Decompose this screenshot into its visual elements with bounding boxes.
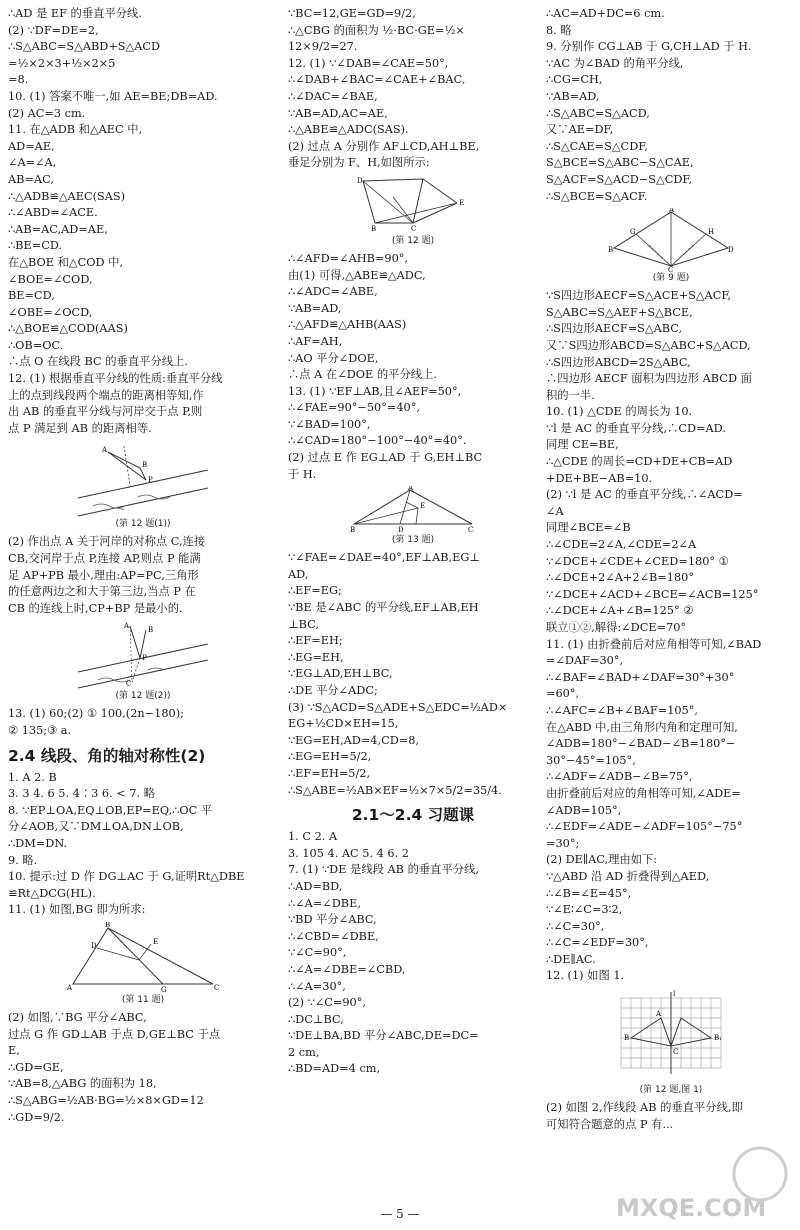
- answer-line: 12. (1) ∵∠DAB=∠CAE=50°,: [288, 56, 449, 70]
- answer-line: ∴GD=GE,: [8, 1060, 64, 1074]
- figure-12-2: [8, 620, 278, 703]
- answer-line: ∴BE=CD.: [8, 239, 63, 253]
- svg-text:B: B: [371, 224, 377, 233]
- right-mid-block: [546, 288, 796, 985]
- answer-line: ∴CG=CH,: [546, 73, 603, 87]
- answer-line: ∴S△ABC=S△ACD,: [546, 106, 650, 120]
- answer-line: ∵BE 是∠ABC 的平分线,EF⊥AB,EH: [288, 601, 479, 615]
- svg-text:A: A: [669, 208, 675, 215]
- left-section-block: [8, 770, 278, 919]
- answer-line: (2) 如图,∵BG 平分∠ABC,: [8, 1010, 147, 1024]
- right-top-block: [546, 6, 796, 205]
- answer-line: ≌Rt△DCG(HL).: [8, 886, 96, 900]
- answer-line: AB=AC,: [8, 172, 54, 186]
- answer-line: ∴AC=AD+DC=6 cm.: [546, 7, 665, 20]
- answer-line: ∴点 O 在线段 BC 的垂直平分线上.: [8, 355, 188, 369]
- answer-line: ∴△BOE≌△COD(AAS): [8, 322, 128, 336]
- answer-line: S△ABC=S△AEF+S△BCE,: [546, 305, 693, 319]
- answer-line: ∴BD=AD=4 cm,: [288, 1062, 381, 1076]
- answer-line: ∴∠A=30°,: [288, 979, 346, 993]
- figure-caption: (第 9 题): [652, 273, 690, 284]
- svg-text:G: G: [630, 228, 636, 237]
- answer-line: ∴S四边形AECF=S△ABC,: [546, 322, 683, 336]
- figure-caption: (第 11 题): [121, 994, 165, 1005]
- answer-line: 分∠AOB,又∵DM⊥OA,DN⊥OB,: [8, 820, 184, 834]
- answer-line: ∴∠AFC=∠B+∠BAF=105°,: [546, 703, 699, 717]
- answer-line: ∴EG=EH=5/2,: [288, 750, 372, 764]
- answer-line: 11. 在△ADB 和△AEC 中,: [8, 123, 143, 137]
- answer-line: ∴∠A=∠DBE,: [288, 896, 361, 910]
- answer-line: ∴∠FAE=90°−50°=40°,: [288, 401, 420, 415]
- answer-line: 13. (1) 60;(2) ① 100,(2n−180);: [8, 707, 184, 721]
- answer-line: 10. (1) △CDE 的周长为 10.: [546, 405, 693, 419]
- svg-text:D: D: [357, 176, 363, 185]
- answer-line: ∵AB=AD,AC=AE,: [288, 106, 388, 120]
- figure-caption: (第 12 题): [391, 235, 435, 246]
- left-top-block: [8, 6, 278, 437]
- mid-mid-block: [288, 251, 538, 483]
- answer-line: ∴S△CAE=S△CDF,: [546, 139, 648, 153]
- svg-text:B: B: [350, 526, 356, 535]
- answer-line: ∴DE∥AC.: [546, 952, 596, 966]
- figure-r12: [546, 988, 796, 1097]
- answer-line: ∠BOE=∠COD,: [8, 272, 93, 286]
- answer-line: ∴四边形 AECF 面积为四边形 ABCD 面: [546, 372, 752, 386]
- mid-top-block: [288, 6, 538, 172]
- answer-line: ∴AO 平分∠DOE,: [288, 351, 379, 365]
- svg-text:D: D: [728, 246, 734, 255]
- answer-line: (2) ∵l 是 AC 的垂直平分线,∴∠ACD=: [546, 488, 743, 502]
- answer-line: ∴AB=AC,AD=AE,: [8, 222, 108, 236]
- answer-line: 2 cm,: [288, 1045, 320, 1059]
- answer-line: ∴∠CAD=180°−100°−40°=40°.: [288, 434, 467, 448]
- svg-text:C: C: [214, 983, 220, 992]
- answer-line: (2) 过点 E 作 EG⊥AD 于 G,EH⊥BC: [288, 451, 483, 465]
- answer-line: ∴△CDE 的周长=CD+DE+CB=AD: [546, 455, 733, 469]
- answer-line: (2) AC=3 cm.: [8, 106, 86, 120]
- left-after-block: [8, 706, 278, 739]
- answer-line: 13. (1) ∵EF⊥AB,且∠AEF=50°,: [288, 384, 462, 398]
- river-diagram-2: [68, 620, 218, 690]
- answer-line: AD,: [288, 567, 309, 581]
- answer-line: 1. C 2. A: [288, 830, 338, 844]
- svg-text:D: D: [91, 941, 97, 950]
- answer-line: (2) 作出点 A 关于河岸的对称点 C,连接: [8, 535, 206, 549]
- answer-line: ∵BD 平分∠ABC,: [288, 913, 377, 927]
- answer-line: 联立①②,解得:∠DCE=70°: [546, 621, 687, 634]
- answer-line: ∠A: [546, 504, 564, 518]
- answer-line: ∵AC 为∠BAD 的角平分线,: [546, 56, 684, 70]
- answer-line: 足 AP+PB 最小,理由:AP=PC,三角形: [8, 568, 199, 582]
- svg-text:C: C: [468, 526, 474, 535]
- answer-line: 9. 分别作 CG⊥AB 于 G,CH⊥AD 于 H.: [546, 40, 752, 54]
- answer-line: ∴S四边形ABCD=2S△ABC,: [546, 355, 691, 369]
- svg-text:B₁: B₁: [714, 1034, 722, 1043]
- river-diagram-1: [68, 440, 218, 518]
- answer-line: ∴∠DCE+2∠A+2∠B=180°: [546, 571, 694, 585]
- answer-line: ∴∠EDF=∠ADE−∠ADF=105°−75°: [546, 820, 743, 834]
- answer-line: ∠ADB=180°−∠BAD−∠B=180°−: [546, 737, 736, 751]
- answer-line: ∵BC=12,GE=GD=9/2,: [288, 7, 416, 20]
- svg-text:C: C: [673, 1048, 679, 1057]
- svg-text:B: B: [105, 921, 111, 929]
- answer-line: ∴AF=AH,: [288, 334, 343, 348]
- answer-line: 3. 105 4. AC 5. 4 6. 2: [288, 846, 409, 860]
- answer-line: ∴∠ADF=∠ADB−∠B=75°,: [546, 770, 693, 784]
- svg-text:A: A: [102, 446, 108, 455]
- watermark-text: MXQE.COM: [616, 1194, 767, 1222]
- answer-line: ∴EG=EH,: [288, 650, 344, 664]
- answer-line: (2) ∵DF=DE=2,: [8, 23, 99, 37]
- answer-line: ∴∠B=∠E=45°,: [546, 886, 632, 900]
- answer-line: 可知符合题意的点 P 有...: [546, 1117, 674, 1131]
- svg-text:A: A: [408, 486, 414, 493]
- answer-line: BE=CD,: [8, 289, 55, 303]
- answer-line: ∵∠DCE+∠CDE+∠CED=180° ①: [546, 554, 729, 568]
- answer-line: ∴∠ADC=∠ABE,: [288, 285, 378, 299]
- answer-line: ∴点 A 在∠DOE 的平分线上.: [288, 368, 437, 382]
- answer-line: E,: [8, 1044, 20, 1058]
- answer-line: ∵∠C=90°,: [288, 946, 347, 960]
- figure-caption: (第 13 题): [391, 535, 435, 546]
- kite-diagram-9: [606, 208, 736, 272]
- figure-r9: [546, 208, 796, 285]
- answer-line: 由折叠前后对应的角相等可知,∠ADE=: [546, 786, 741, 800]
- answer-line: 由(1) 可得,△ABE≌△ADC,: [288, 268, 426, 282]
- answer-line: ∠ADB=105°,: [546, 803, 622, 817]
- answer-line: ∴∠ABD=∠ACE.: [8, 206, 98, 220]
- answer-line: ∴AD=BD,: [288, 879, 343, 893]
- grid-diagram-12: [616, 988, 726, 1084]
- right-bottom-block: [546, 1100, 796, 1133]
- answer-line: ∵EG=EH,AD=4,CD=8,: [288, 733, 420, 747]
- answer-line: AD=AE,: [8, 139, 55, 153]
- answer-line: 3. 3 4. 6 5. 4∶3 6. < 7. 略: [8, 787, 156, 801]
- answer-line: 8. 略: [546, 23, 572, 37]
- answer-line: ∴∠DCE+∠A+∠B=125° ②: [546, 604, 694, 618]
- answer-line: ∵∠BAD=100°,: [288, 417, 371, 431]
- answer-line: ∴△ABE≌△ADC(SAS).: [288, 123, 409, 137]
- answer-line: ∴DC⊥BC,: [288, 1012, 344, 1026]
- answer-line: ∴∠DAB+∠BAC=∠CAE+∠BAC,: [288, 73, 466, 87]
- answer-line: +DE+BE−AB=10.: [546, 471, 653, 485]
- answer-line: (2) DE∥AC,理由如下:: [546, 853, 658, 867]
- answer-line: 9. 略.: [8, 853, 38, 867]
- answer-line: ∴∠CBD=∠DBE,: [288, 929, 379, 943]
- svg-text:C: C: [126, 680, 132, 689]
- left-column: [8, 6, 278, 1126]
- svg-text:B: B: [608, 246, 614, 255]
- answer-line: ∵l 是 AC 的垂直平分线,∴CD=AD.: [546, 421, 726, 435]
- answer-line: ∴△AFD≌△AHB(AAS): [288, 318, 407, 332]
- svg-text:P: P: [142, 654, 147, 663]
- svg-text:E: E: [459, 198, 465, 207]
- answer-line: 同理∠BCE=∠B: [546, 521, 631, 535]
- triangle-diagram-11: [63, 922, 223, 994]
- svg-text:A: A: [124, 622, 130, 631]
- answer-line: 的任意两边之和大于第三边,当点 P 在: [8, 585, 196, 599]
- answer-line: 在△ABD 中,由三角形内角和定理可知,: [546, 720, 738, 734]
- answer-line: ∴∠CDE=2∠A,∠CDE=2∠A: [546, 538, 697, 552]
- figure-12-1: [8, 440, 278, 531]
- svg-text:P: P: [148, 476, 153, 485]
- answer-line: 在△BOE 和△COD 中,: [8, 255, 124, 269]
- left-bottom-block: [8, 1010, 278, 1126]
- svg-text:G: G: [161, 985, 167, 994]
- figure-m12: [288, 175, 538, 248]
- middle-column: [288, 6, 538, 1078]
- answer-line: (2) ∵∠C=90°,: [288, 996, 366, 1010]
- answer-line: ∴∠AFD=∠AHB=90°,: [288, 251, 409, 265]
- page-number: — 5 —: [380, 1207, 420, 1221]
- triangle-diagram-13: [348, 486, 478, 534]
- answer-line: S△BCE=S△ABC−S△CAE,: [546, 156, 694, 170]
- mid-lower-block: [288, 550, 538, 799]
- answer-line: 10. (1) 答案不唯一,如 AE=BE;DB=AD.: [8, 89, 218, 103]
- answer-line: ② 135;③ a.: [8, 724, 72, 737]
- answer-line: S△ACF=S△ACD−S△CDF,: [546, 172, 693, 186]
- answer-line: ∴EF=EH=5/2,: [288, 766, 371, 780]
- answer-line: ∴∠C=∠EDF=30°,: [546, 936, 649, 950]
- quadrilateral-diagram-12: [353, 175, 473, 235]
- watermark-logo: [610, 1140, 796, 1224]
- svg-text:B: B: [142, 461, 148, 470]
- answer-line: ∴∠BAF=∠BAD+∠DAF=30°+30°: [546, 670, 735, 684]
- svg-text:B: B: [624, 1034, 630, 1043]
- answer-line: 10. 提示:过 D 作 DG⊥AC 于 G,证明Rt△DBE: [8, 870, 245, 884]
- answer-line: 11. (1) 如图,BG 即为所求:: [8, 903, 146, 917]
- answer-line: ∴△ADB≌△AEC(SAS): [8, 189, 126, 203]
- answer-line: ∴AD 是 EF 的垂直平分线.: [8, 7, 142, 20]
- answer-line: ∵AB=AD,: [546, 89, 600, 103]
- answer-line: ∠OBE=∠OCD,: [8, 305, 93, 319]
- figure-m13: [288, 486, 538, 547]
- answer-line: ∵△ABD 沿 AD 折叠得到△AED,: [546, 869, 710, 883]
- answer-line: (2) 如图 2,作线段 AB 的垂直平分线,即: [546, 1101, 743, 1115]
- answer-line: ⊥BC,: [288, 617, 319, 631]
- answer-line: ∵AB=AD,: [288, 301, 342, 315]
- answer-line: ∴S△ABE=½AB×EF=½×7×5/2=35/4.: [288, 783, 502, 797]
- answer-line: ∴EF=EG;: [288, 584, 342, 598]
- figure-caption: (第 12 题(1)): [115, 519, 171, 530]
- section-title: 2.4 线段、角的轴对称性(2): [8, 746, 206, 765]
- answer-line: ∴∠C=30°,: [546, 919, 605, 933]
- answer-line: ∠A=∠A,: [8, 156, 57, 170]
- svg-text:A: A: [67, 983, 73, 992]
- answer-line: ∴DM=DN.: [8, 836, 68, 850]
- answer-line: 出 AB 的垂直平分线与河岸交于点 P,则: [8, 405, 203, 419]
- answer-line: EG+½CD×EH=15,: [288, 717, 399, 731]
- answer-line: 同理 CE=BE,: [546, 438, 619, 452]
- answer-line: 1. A 2. B: [8, 770, 57, 784]
- answer-line: 点 P 满足到 AB 的距离相等.: [8, 421, 152, 435]
- answer-line: =∠DAF=30°,: [546, 654, 624, 668]
- svg-text:l: l: [673, 990, 676, 999]
- answer-line: 8. ∵EP⊥OA,EQ⊥OB,EP=EQ,∴OC 平: [8, 803, 213, 817]
- svg-text:C: C: [668, 266, 674, 273]
- answer-line: 积的一半.: [546, 388, 595, 402]
- answer-line: ∵AB=8,△ABG 的面积为 18,: [8, 1077, 157, 1091]
- left-mid-block: [8, 534, 278, 617]
- answer-line: 12. (1) 如图 1.: [546, 969, 625, 983]
- answer-line: 11. (1) 由折叠前后对应角相等可知,∠BAD: [546, 637, 762, 651]
- answer-line: 过点 G 作 GD⊥AB 于点 D,GE⊥BC 于点: [8, 1027, 221, 1041]
- answer-line: 7. (1) ∵DE 是线段 AB 的垂直平分线,: [288, 863, 479, 877]
- answer-line: ∴S△BCE=S△ACF.: [546, 189, 648, 203]
- answer-line: ∵DE⊥BA,BD 平分∠ABC,DE=DC=: [288, 1029, 479, 1043]
- svg-text:D: D: [398, 526, 404, 535]
- answer-line: ∵∠FAE=∠DAE=40°,EF⊥AB,EG⊥: [288, 551, 481, 565]
- figure-caption: (第 12 题(2)): [115, 691, 171, 702]
- answer-line: ∴EF=EH;: [288, 634, 343, 648]
- answer-line: (2) 过点 A 分别作 AF⊥CD,AH⊥BE,: [288, 139, 480, 153]
- answer-line: CB,交河岸于点 P,连接 AP,则点 P 能满: [8, 552, 201, 566]
- figure-caption: (第 12 题,图 1): [639, 1085, 703, 1096]
- answer-line: 上的点到线段两个端点的距离相等知,作: [8, 388, 204, 402]
- right-column: [546, 6, 796, 1133]
- answer-line: 垂足分别为 F、H,如图所示:: [288, 156, 430, 170]
- answer-line: ∵∠E∶∠C=3∶2,: [546, 903, 623, 917]
- answer-line: 30°−45°=105°,: [546, 753, 636, 767]
- answer-line: 12×9/2=27.: [288, 40, 358, 54]
- answer-line: ∴S△ABG=½AB·BG=½×8×GD=12: [8, 1093, 204, 1107]
- mid-section-block: [288, 829, 538, 1078]
- answer-line: ∴S△ABC=S△ABD+S△ACD: [8, 40, 161, 54]
- answer-line: 又∵S四边形ABCD=S△ABC+S△ACD,: [546, 338, 751, 352]
- svg-text:B: B: [148, 626, 154, 635]
- svg-text:A: A: [656, 1010, 662, 1019]
- answer-line: 12. (1) 根据垂直平分线的性质:垂直平分线: [8, 372, 223, 386]
- answer-line: (3) ∵S△ACD=S△ADE+S△EDC=½AD×: [288, 700, 508, 714]
- answer-line: ∵∠DCE+∠ACD+∠BCE=∠ACB=125°: [546, 587, 759, 601]
- answer-line: ∴DE 平分∠ADC;: [288, 684, 378, 697]
- answer-line: ∵S四边形AECF=S△ACE+S△ACF,: [546, 289, 732, 303]
- answer-line: CB 的连线上时,CP+BP 是最小的.: [8, 601, 183, 615]
- answer-line: =8.: [8, 73, 29, 87]
- svg-text:H: H: [708, 228, 715, 237]
- svg-text:E: E: [420, 502, 426, 511]
- figure-11: [8, 922, 278, 1007]
- answer-line: ∴∠A=∠DBE=∠CBD,: [288, 962, 406, 976]
- svg-text:E: E: [153, 937, 159, 946]
- answer-line: =60°,: [546, 687, 580, 701]
- answer-line: ∴GD=9/2.: [8, 1110, 65, 1124]
- answer-line: 又∵AE=DF,: [546, 123, 614, 137]
- svg-text:C: C: [411, 224, 417, 233]
- answer-line: ∴△CBG 的面积为 ½·BC·GE=½×: [288, 23, 465, 37]
- answer-line: =½×2×3+½×2×5: [8, 56, 116, 70]
- answer-line: =30°;: [546, 836, 580, 850]
- answer-line: 于 H.: [288, 467, 317, 481]
- answer-line: ∴OB=OC.: [8, 338, 64, 352]
- answer-line: ∵EG⊥AD,EH⊥BC,: [288, 667, 393, 681]
- mid-section-title: 2.1～2.4 习题课: [351, 806, 475, 825]
- answer-line: ∴∠DAC=∠BAE,: [288, 89, 378, 103]
